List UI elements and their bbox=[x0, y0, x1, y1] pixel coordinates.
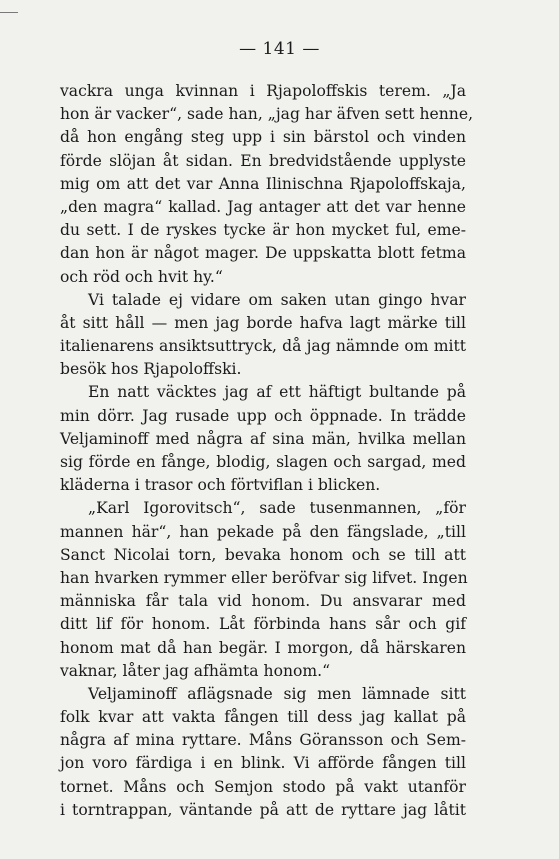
text-line: hon är vacker“, sade han, „jag har äfven sett henne, bbox=[60, 105, 474, 124]
text-line: „Karl Igorovitsch“, sade tusenmannen, „för bbox=[88, 499, 466, 518]
text-line: italienarens ansiktsuttryck, då jag nämnde om mitt bbox=[60, 337, 466, 356]
text-line: vaknar, låter jag afhämta honom.“ bbox=[60, 661, 331, 680]
text-line: mig om att det var Anna Ilinischna Rjapoloffskaja, bbox=[60, 174, 466, 193]
text-line: då hon engång steg upp i sin bärstol och vinden bbox=[60, 128, 466, 147]
text-line: vackra unga kvinnan i Rjapoloffskis terem. „Ja bbox=[60, 82, 466, 100]
text-line: En natt väcktes jag af ett häftigt bultande på bbox=[88, 383, 466, 402]
text-line: Sanct Nicolai torn, bevaka honom och se till att bbox=[60, 545, 466, 564]
page-number: — 141 — bbox=[239, 39, 320, 59]
text-line: jon voro färdiga i en blink. Vi afförde fången till bbox=[60, 754, 466, 773]
text-line: människa får tala vid honom. Du ansvarar med bbox=[60, 592, 466, 611]
text-line: du sett. I de ryskes tycke är hon mycket ful, eme- bbox=[60, 221, 466, 240]
text-line: kläderna i trasor och förtviflan i blicken. bbox=[60, 476, 381, 495]
text-line: Veljaminoff med några af sina män, hvilka mellan bbox=[60, 429, 466, 448]
text-line: honom mat då han begär. I morgon, då härskaren bbox=[60, 638, 466, 657]
text-line: åt sitt håll — men jag borde hafva lagt märke till bbox=[60, 313, 466, 332]
text-line: han hvarken rymmer eller beröfvar sig lifvet. Ingen bbox=[60, 568, 468, 587]
text-line: ditt lif för honom. Låt förbinda hans sår och gif bbox=[60, 615, 466, 634]
text-line: Vi talade ej vidare om saken utan gingo hvar bbox=[88, 290, 466, 309]
text-line: förde slöjan åt sidan. En bredvidstående upplyste bbox=[60, 151, 466, 170]
scan-corner-mark bbox=[0, 0, 18, 13]
text-line: några af mina ryttare. Måns Göransson och Sem- bbox=[60, 731, 466, 750]
text-line: Veljaminoff aflägsnade sig men lämnade sitt bbox=[88, 684, 466, 703]
text-line: „den magra“ kallad. Jag antager att det var henne bbox=[60, 197, 466, 216]
body-text bbox=[60, 80, 474, 822]
text-line: och röd och hvit hy.“ bbox=[60, 267, 223, 286]
text-line: tornet. Måns och Semjon stodo på vakt utanför bbox=[60, 777, 466, 796]
text-line: i torntrappan, väntande på att de ryttare jag låtit bbox=[60, 800, 466, 819]
text-line: dan hon är något mager. De uppskatta blott fetma bbox=[60, 244, 466, 263]
text-line: folk kvar att vakta fången till dess jag kallat på bbox=[60, 708, 466, 727]
text-line: mannen här“, han pekade på den fängslade, „till bbox=[60, 522, 466, 541]
text-line: min dörr. Jag rusade upp och öppnade. In trädde bbox=[60, 406, 466, 425]
text-line: besök hos Rjapoloffski. bbox=[60, 360, 242, 379]
text-line: sig förde en fånge, blodig, slagen och sargad, med bbox=[60, 453, 466, 471]
